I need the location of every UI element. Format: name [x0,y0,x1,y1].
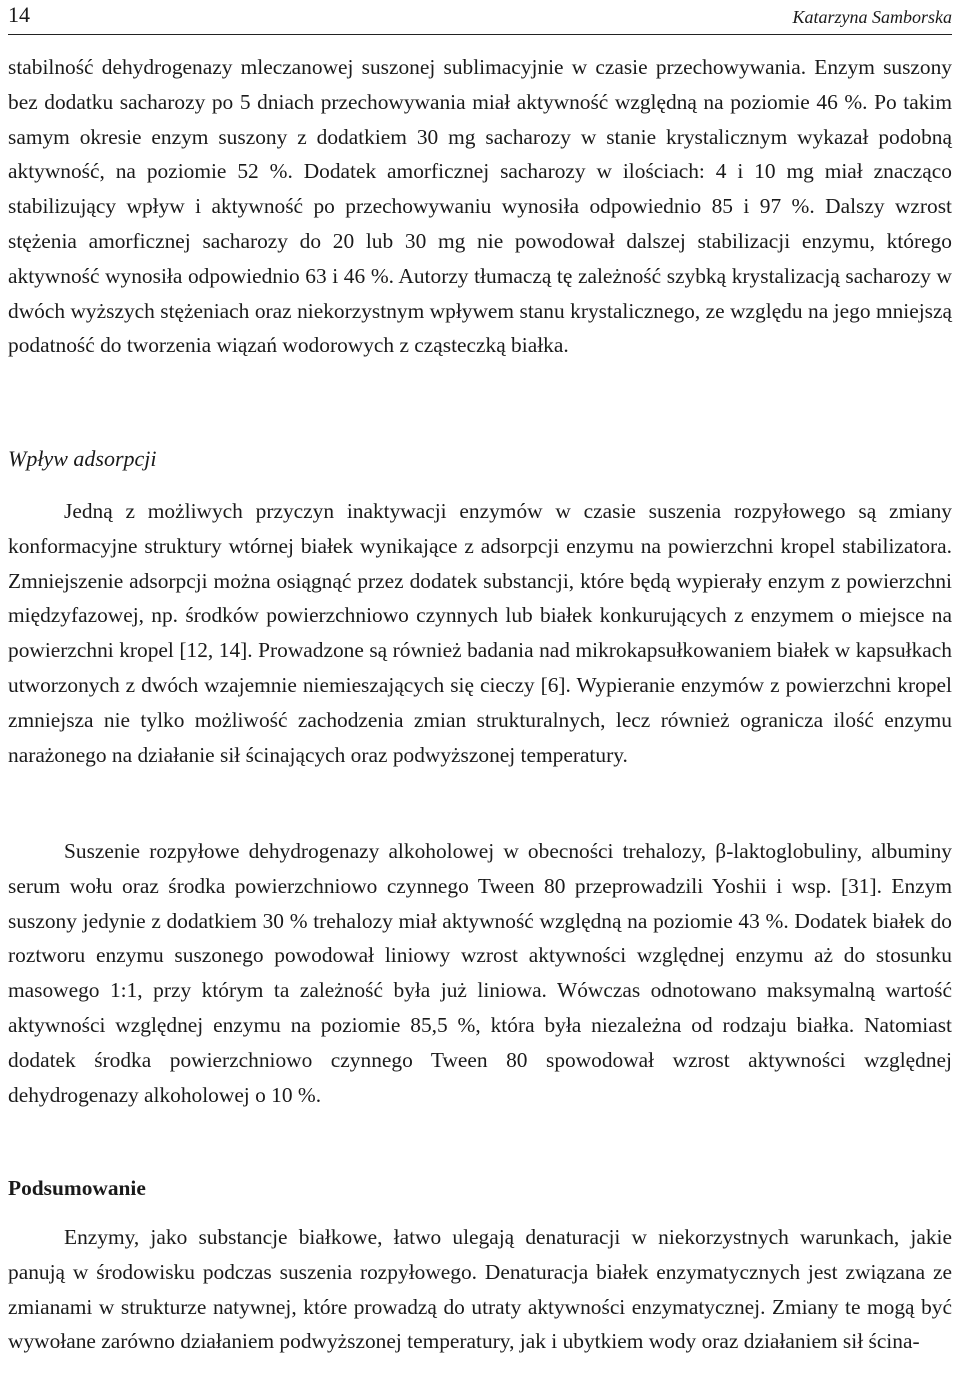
page-header [8,0,952,35]
section-heading-adsorption: Wpływ adsorpcji [8,446,157,471]
paragraph-summary [8,1220,952,1359]
paragraph-text: Jedną z możliwych przyczyn inaktywacji enzymów w czasie suszenia rozpyłowego są zmiany konformacyjne struktury wtórnej białek wynikające z adsorpcji enzymu na powierzchni kropel stabilizatora. Zmniejszenie adsorpcji można osiągnąć przez dodatek substancji, które będą wypierały enzym z powierzchni międzyfazowej, np. środków powierzchniowo czynnych lub białek konkurujących z enzymem o miejsce na powierzchni kropel [12, 14]. Prowadzone są również badania nad mikrokapsułkowaniem białek w kapsułkach utworzonych z dwóch wzajemnie niemieszających się cieczy [6]. Wypieranie enzymów z powierzchni kropel zmniejsza nie tylko możliwość zachodzenia zmian strukturalnych, lecz również ogranicza ilość enzymu narażonego na działanie sił ścinających oraz podwyższonej temperatury. [8,499,952,767]
paragraph-text: stabilność dehydrogenazy mleczanowej suszonej sublimacyjnie w czasie przechowywania. Enzym suszony bez dodatku sacharozy po 5 dniach przechowywania miał aktywność względną na poziomie 46 %. Po takim samym okresie enzym suszony z dodatkiem 30 mg sacharozy w stanie krystalicznym wykazał podobną aktywność, na poziomie 52 %. Dodatek amorficznej sacharozy w ilościach: 4 i 10 mg miał znacząco stabilizujący wpływ i aktywność po przechowywaniu wynosiła odpowiednio 85 i 97 %. Dalszy wzrost stężenia amorficznej sacharozy do 20 lub 30 mg nie powodował dalszej stabilizacji enzymu, którego aktywność wynosiła odpowiednio 63 i 46 %. Autorzy tłumaczą tę zależność szybką krystalizacją sacharozy w dwóch wyższych stężeniach oraz niekorzystnym wpływem stanu krystalicznego, ze względu na jego mniejszą podatność do tworzenia wiązań wodorowych z cząsteczką białka. [8,55,952,358]
paragraph-adsorption [8,494,952,772]
paragraph-sucrose-stabilization [8,50,952,363]
paragraph-text: Suszenie rozpyłowe dehydrogenazy alkoholowej w obecności trehalozy, β-laktoglobuliny, albuminy serum wołu oraz środka powierzchniowo czynnego Tween 80 przeprowadzili Yoshii i wsp. [31]. Enzym suszony jedynie z dodatkiem 30 % trehalozy miał aktywność względną na poziomie 43 %. Dodatek białek do roztworu enzymu suszonego powodował liniowy wzrost aktywności względnej enzymu aż do stosunku masowego 1:1, przy którym ta zależność była już liniowa. Wówczas odnotowano maksymalną wartość aktywności względnej enzymu na poziomie 85,5 %, która była niezależna od rodzaju białka. Natomiast dodatek środka powierzchniowo czynnego Tween 80 spowodował wzrost aktywności względnej dehydrogenazy alkoholowej o 10 %. [8,839,952,1107]
section-heading-summary: Podsumowanie [8,1176,146,1200]
paragraph-text: Enzymy, jako substancje białkowe, łatwo ulegają denaturacji w niekorzystnych warunkach, jakie panują w środowisku podczas suszenia rozpyłowego. Denaturacja białek enzymatycznych jest związana ze zmianami w strukturze natywnej, które prowadzą do utraty aktywności enzymatycznej. Zmiany te mogą być wywołane zarówno działaniem podwyższonej temperatury, jak i ubytkiem wody oraz działaniem sił ścina- [8,1225,952,1354]
paragraph-yoshii-study [8,834,952,1112]
running-head-author: Katarzyna Samborska [792,7,952,27]
page-number: 14 [8,2,30,27]
